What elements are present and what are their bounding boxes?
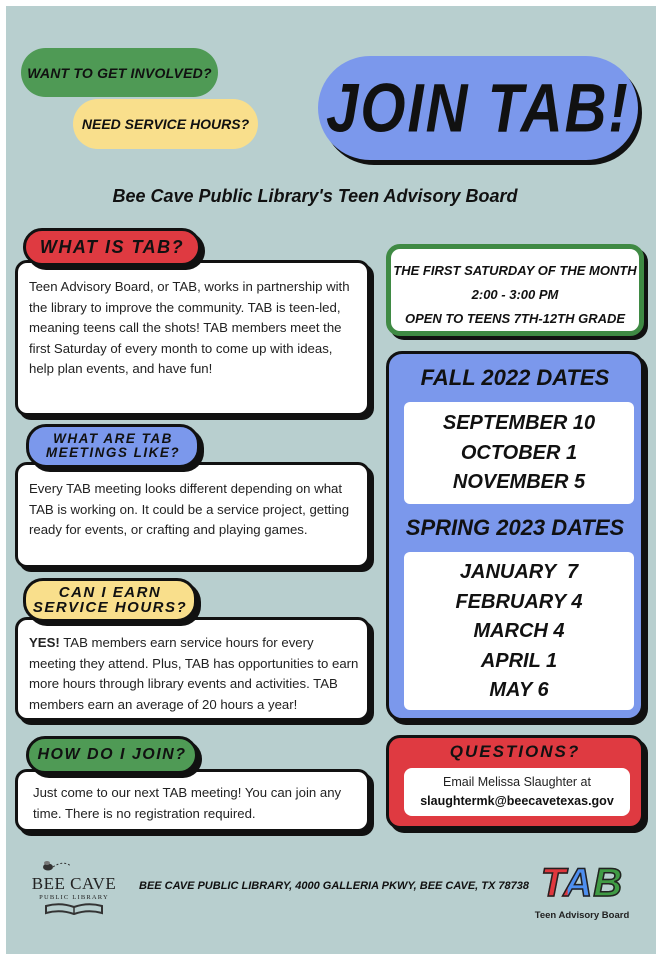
spring-title: SPRING 2023 DATES bbox=[405, 515, 625, 540]
spring-dates-box bbox=[404, 552, 634, 710]
need-hours-text: NEED SERVICE HOURS? bbox=[81, 116, 250, 132]
dates-panel bbox=[386, 351, 644, 721]
what-is-tag bbox=[23, 228, 201, 266]
bee-cave-logo bbox=[24, 856, 124, 926]
what-is-box bbox=[15, 260, 370, 416]
fall-date-3: NOVEMBER 5 bbox=[452, 471, 586, 493]
fall-dates-box bbox=[404, 402, 634, 504]
service-heading-1: CAN I EARN bbox=[58, 584, 162, 601]
logo-sub: PUBLIC LIBRARY bbox=[39, 894, 109, 901]
service-yes: YES! bbox=[29, 635, 60, 650]
join-box bbox=[15, 769, 370, 832]
service-box bbox=[15, 617, 370, 721]
fall-date-2: OCTOBER 1 bbox=[460, 441, 578, 464]
schedule-line-2: 2:00 - 3:00 PM bbox=[471, 287, 559, 302]
service-text: TAB members earn service hours for every meeting they attend. Plus, TAB has opportunities to earn more hours through library events and activities. TAB members earn an average of 20 hours a year! bbox=[29, 635, 359, 712]
spring-date-1: JANUARY 7 bbox=[459, 561, 579, 583]
spring-date-4: APRIL 1 bbox=[480, 649, 558, 672]
meetings-body: Every TAB meeting looks different depending on what TAB is working on. It could be a service project, getting ready for events, or crafting and playing games. bbox=[29, 481, 350, 537]
meetings-box bbox=[15, 462, 370, 568]
what-is-heading: WHAT IS TAB? bbox=[39, 236, 185, 257]
book-icon bbox=[44, 902, 104, 916]
join-heading: HOW DO I JOIN? bbox=[37, 746, 187, 763]
fall-title: FALL 2022 DATES bbox=[420, 365, 610, 390]
service-tag bbox=[23, 578, 197, 622]
tab-logo-letters bbox=[532, 858, 632, 906]
logo-name: BEE CAVE bbox=[31, 874, 117, 893]
tab-logo-sub: Teen Advisory Board bbox=[534, 910, 630, 921]
service-body bbox=[29, 633, 359, 715]
spring-date-5: MAY 6 bbox=[489, 679, 549, 701]
meetings-heading-1: WHAT ARE TAB bbox=[53, 431, 173, 446]
tab-logo bbox=[526, 856, 638, 926]
schedule-box bbox=[386, 244, 644, 336]
schedule-line-3: OPEN TO TEENS 7TH-12TH GRADE bbox=[404, 311, 626, 326]
fall-date-1: SEPTEMBER 10 bbox=[442, 412, 596, 434]
service-heading-2: SERVICE HOURS? bbox=[32, 599, 188, 616]
meetings-tag bbox=[26, 424, 200, 468]
bee-icon bbox=[38, 856, 78, 876]
contact-email[interactable]: slaughtermk@beecavetexas.gov bbox=[420, 794, 614, 808]
spring-date-2: FEBRUARY 4 bbox=[455, 590, 583, 613]
spring-date-3: MARCH 4 bbox=[473, 620, 565, 642]
join-tab-pill bbox=[318, 56, 638, 160]
questions-line-1: Email Melissa Slaughter at bbox=[443, 775, 591, 789]
join-body: Just come to our next TAB meeting! You can join any time. There is no registration required. bbox=[33, 785, 342, 821]
questions-heading: QUESTIONS? bbox=[449, 742, 581, 761]
join-tag bbox=[26, 736, 198, 774]
schedule-line-1: THE FIRST SATURDAY OF THE MONTH bbox=[393, 263, 637, 278]
questions-box bbox=[386, 735, 644, 829]
footer-address: BEE CAVE PUBLIC LIBRARY, 4000 GALLERIA PKWY, BEE CAVE, TX 78738 bbox=[139, 880, 529, 892]
what-is-body: Teen Advisory Board, or TAB, works in partnership with the library to improve the community. TAB is teen-led, meaning teens call the shots! TAB members meet the first Saturday of every month to come up with ideas, help plan events, and have fun! bbox=[29, 279, 350, 376]
join-tab-title: JOIN TAB! bbox=[326, 69, 630, 147]
need-hours-pill bbox=[73, 99, 258, 149]
want-involved-text: WANT TO GET INVOLVED? bbox=[27, 64, 212, 81]
want-involved-pill bbox=[21, 48, 218, 97]
questions-content bbox=[404, 768, 630, 816]
tab-logo-text: TAB bbox=[540, 861, 624, 905]
meetings-heading-2: MEETINGS LIKE? bbox=[45, 445, 181, 460]
poster bbox=[6, 6, 656, 954]
subtitle: Bee Cave Public Library's Teen Advisory Board bbox=[112, 186, 518, 206]
